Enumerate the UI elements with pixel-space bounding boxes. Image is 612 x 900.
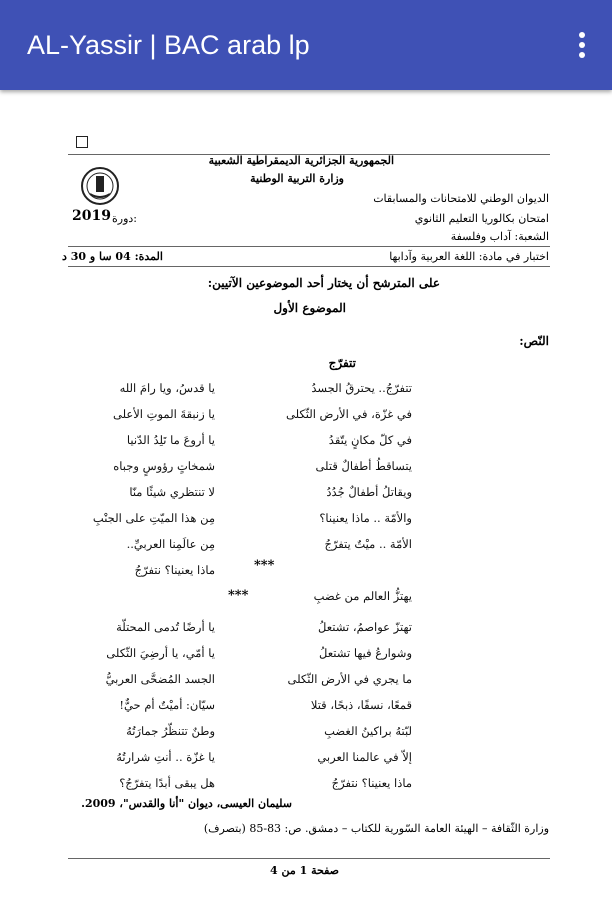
- topic-title: الموضوع الأول: [273, 301, 346, 315]
- overflow-menu-icon[interactable]: [574, 30, 590, 60]
- poem-line-right: وشوارعُ فيها تشتعلُ: [318, 646, 412, 660]
- poem-line-right: قمعًا، نسفًا، ذبحًا، قتلا: [310, 698, 412, 712]
- exam-document-page[interactable]: [0, 90, 612, 900]
- app-title: AL-Yassir | BAC arab lp: [27, 30, 310, 60]
- poem-line-right: والأمّة .. ماذا يعنينا؟: [319, 511, 412, 525]
- subject-label: اختبار في مادة: اللغة العربية وآدابها: [389, 250, 549, 263]
- source-author: سليمان العيسى، ديوان "أنا والقدس"، 2009.: [81, 797, 292, 810]
- header-divider: [68, 246, 550, 247]
- session-year: 2019: [72, 208, 111, 224]
- republic-title: الجمهورية الجزائرية الديمقراطية الشعبية: [208, 154, 394, 167]
- poem-line-right: في غزّة، في الأرض الثّكلى: [285, 407, 412, 421]
- poem-line-right: يتساقطُ أطفالٌ قتلى: [315, 459, 412, 473]
- ministry-emblem-icon: [80, 166, 120, 206]
- office-title: الديوان الوطني للامتحانات والمسابقات: [373, 192, 549, 205]
- poem-line-left: مِن عالَمِنا العربيِّ..: [126, 537, 215, 551]
- poem-line-left: يا أمّي، يا أرضِيَ الثّكلى: [106, 646, 215, 660]
- ministry-title: وزارة التربية الوطنية: [250, 172, 344, 185]
- session-label: دورة:: [112, 212, 138, 225]
- poem-line-left: لا تنتظري شيئًا منّا: [129, 485, 215, 499]
- menu-dot: [579, 52, 585, 58]
- poem-line-right: ما يجري في الأرض الثّكلى: [287, 672, 412, 686]
- poem-title: تتفرّج: [328, 356, 356, 370]
- duration-label: المدة: 04 سا و 30 د: [62, 250, 163, 263]
- poem-line-right: الأمّة .. ميْتٌ يتفرّجُ: [324, 537, 412, 551]
- source-publisher: وزارة الثّقافة – الهيئة العامة السّورية للكتاب – دمشق. ص: 83-85 (بتصرف): [203, 822, 549, 835]
- poem-line-left: الجسد المُضحَّى العربيُّ: [105, 672, 215, 686]
- poem-line-left: شمخاتٍ رؤوسٍ وجباه: [113, 459, 215, 473]
- subject-divider: [68, 266, 550, 267]
- exam-title: امتحان بكالوريا التعليم الثانوي: [414, 212, 549, 225]
- poem-line-left: يا قدسُ، ويا رامَ الله: [119, 381, 215, 395]
- menu-dot: [579, 42, 585, 48]
- poem-line-left: سيّان: أميْتٌ أم حيٌّ!: [119, 698, 215, 712]
- checkbox-icon: [76, 136, 88, 148]
- poem-line-right: ويقاتلُ أطفالٌ جُدُدُ: [326, 485, 412, 499]
- app-bar: [0, 0, 612, 90]
- stanza-separator: ***: [228, 588, 249, 603]
- poem-line-left: هل يبقى أبدًا يتفرّجُ؟: [119, 776, 215, 790]
- poem-line-right: لبّتهُ براكينُ الغضبِ: [324, 724, 412, 738]
- menu-dot: [579, 32, 585, 38]
- branch-label: الشعبة: آداب وفلسفة: [450, 230, 549, 243]
- text-label: النّص:: [519, 334, 549, 348]
- stanza-separator: ***: [254, 558, 275, 573]
- poem-line-left: يا زنبقةَ الموتِ الأعلى: [112, 407, 215, 421]
- instruction-text: على المترشح أن يختار أحد الموضوعين الآتيين:: [207, 276, 440, 290]
- stanza2-opening: يهتزُّ العالم من غضبِ: [313, 589, 412, 603]
- poem-line-right: في كلّ مكانٍ يتّقدُ: [328, 433, 412, 447]
- footer-divider: [68, 858, 550, 859]
- poem-line-left: يا أروعَ ما تَلِدُ الدّنيا: [126, 433, 215, 447]
- page-number: صفحة 1 من 4: [270, 864, 339, 877]
- poem-line-left: يا أرضًا تُدمى المحتلّة: [116, 620, 215, 634]
- poem-line-right: تهتزّ عواصمُ، تشتعلُ: [318, 620, 412, 634]
- poem-line-left: وطنٌ تتنظّرُ جمارَتُهُ: [126, 724, 215, 738]
- poem-line-right: ماذا يعنينا؟ نتفرّجُ: [331, 776, 412, 790]
- poem-line-left: يا غزّة .. أنتِ شرارتُهُ: [116, 750, 215, 764]
- poem-line-left: مِن هذا الميّتِ على الجنْبِ: [92, 511, 215, 525]
- poem-line-right: تتفرّجُ.. يحترقُ الجسدُ: [311, 381, 412, 395]
- poem-line-right: إلاّ في عالمنا العربي: [317, 750, 412, 764]
- poem-line-left: ماذا يعنينا؟ نتفرّجُ: [134, 563, 215, 577]
